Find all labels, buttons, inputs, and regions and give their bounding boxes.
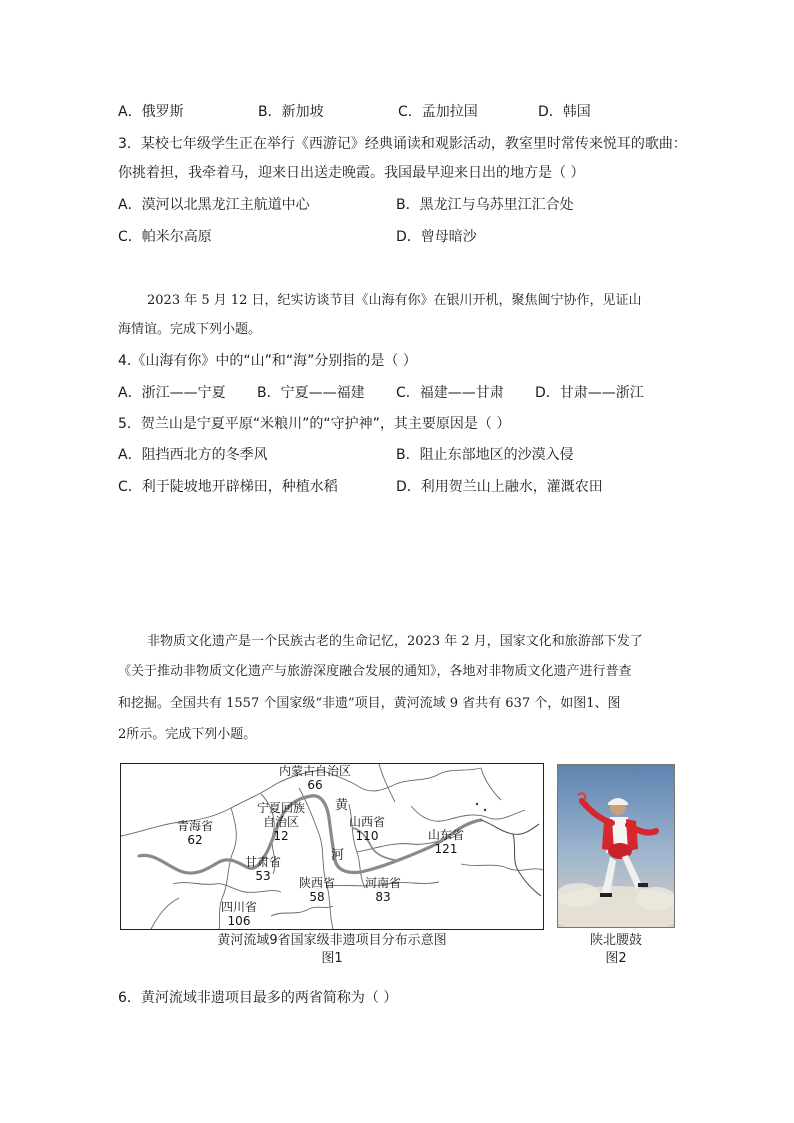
passage2-line3: 和挖掘。全国共有 1557 个国家级“非遗”项目，黄河流域 9 省共有 637 个，如图1、图	[118, 696, 621, 711]
q3-option-c: C．帕米尔高原	[118, 229, 212, 245]
figure2-title: 陕北腰鼓	[589, 933, 642, 948]
q5-stem: 5．贺兰山是宁夏平原“米粮川”的“守护神”，其主要原因是（ ）	[118, 416, 511, 432]
q3-stem-line1: 3．某校七年级学生正在举行《西游记》经典诵读和观影活动，教室里时常传来悦耳的歌曲：	[118, 136, 687, 152]
q3-option-d: D．曾母暗沙	[396, 229, 477, 245]
figure2-caption	[557, 932, 675, 968]
q5-option-c: C．利于陡坡地开辟梯田，种植水稻	[118, 479, 338, 495]
map-label-ningxia: 宁夏回族 自治区 12	[257, 801, 306, 843]
map-label-neimenggu: 内蒙古自治区 66	[279, 764, 352, 792]
q2-option-d: D．韩国	[538, 104, 591, 120]
q4-options	[118, 383, 644, 403]
q3-options-row1	[118, 195, 574, 215]
figure1-label: 图1	[321, 951, 343, 966]
passage2-line4: 2所示。完成下列小题。	[118, 727, 257, 742]
waist-drum-photo	[557, 764, 675, 928]
q5-options-row1	[118, 445, 574, 465]
passage2-line1: 非物质文化遗产是一个民族古老的生命记忆，2023 年 2 月，国家文化和旅游部下发了	[147, 634, 643, 649]
map-label-shanxi: 山西省 110	[349, 815, 386, 843]
q5-option-a: A．阻挡西北方的冬季风	[118, 447, 268, 463]
figure2-label: 图2	[605, 951, 627, 966]
q2-option-c: C．孟加拉国	[398, 104, 478, 120]
map-label-gansu: 甘肃省 53	[245, 855, 282, 883]
q4-stem: 4.《山海有你》中的“山”和“海”分别指的是（ ）	[118, 353, 417, 369]
q4-option-b: B．宁夏——福建	[257, 385, 365, 401]
map-label-qinghai: 青海省 62	[177, 819, 214, 847]
passage1-line2: 海情谊。完成下列小题。	[118, 322, 262, 337]
q4-option-a: A．浙江——宁夏	[118, 385, 226, 401]
figure1-title: 黄河流域9省国家级非遗项目分布示意图	[217, 933, 447, 948]
map-label-sichuan: 四川省 106	[221, 900, 258, 928]
map-label-shandong: 山东省 121	[428, 828, 465, 856]
map-label-shaanxi: 陕西省 58	[299, 876, 336, 904]
q2-options	[118, 102, 591, 122]
q3-option-a: A．漠河以北黑龙江主航道中心	[118, 197, 310, 213]
yellow-river-map	[120, 763, 544, 930]
q2-option-a: A．俄罗斯	[118, 104, 184, 120]
q5-options-row2	[118, 477, 603, 497]
map-label-henan: 河南省 83	[365, 876, 402, 904]
q4-option-d: D．甘肃——浙江	[535, 385, 644, 401]
q5-option-b: B．阻止东部地区的沙漠入侵	[396, 447, 574, 463]
map-label-river-huang: 黄	[335, 798, 349, 813]
q3-options-row2	[118, 227, 477, 247]
passage2-line2: 《关于推动非物质文化遗产与旅游深度融合发展的通知》，各地对非物质文化遗产进行普查	[118, 664, 632, 679]
q5-option-d: D．利用贺兰山上融水，灌溉农田	[396, 479, 603, 495]
waist-drum-dancer-image	[558, 765, 674, 927]
map-label-river-he: 河	[331, 848, 345, 863]
q3-option-b: B．黑龙江与乌苏里江汇合处	[396, 197, 574, 213]
q2-option-b: B．新加坡	[258, 104, 324, 120]
figure1-caption	[120, 932, 544, 968]
q6-stem: 6．黄河流域非遗项目最多的两省简称为（ ）	[118, 990, 398, 1006]
q4-option-c: C．福建——甘肃	[396, 385, 504, 401]
q3-stem-line2: 你挑着担，我牵着马，迎来日出送走晚霞。我国最早迎来日出的地方是（ ）	[118, 165, 585, 181]
passage1-line1: 2023 年 5 月 12 日，纪实访谈节目《山海有你》在银川开机，聚焦闽宁协作，见证山	[147, 293, 642, 308]
